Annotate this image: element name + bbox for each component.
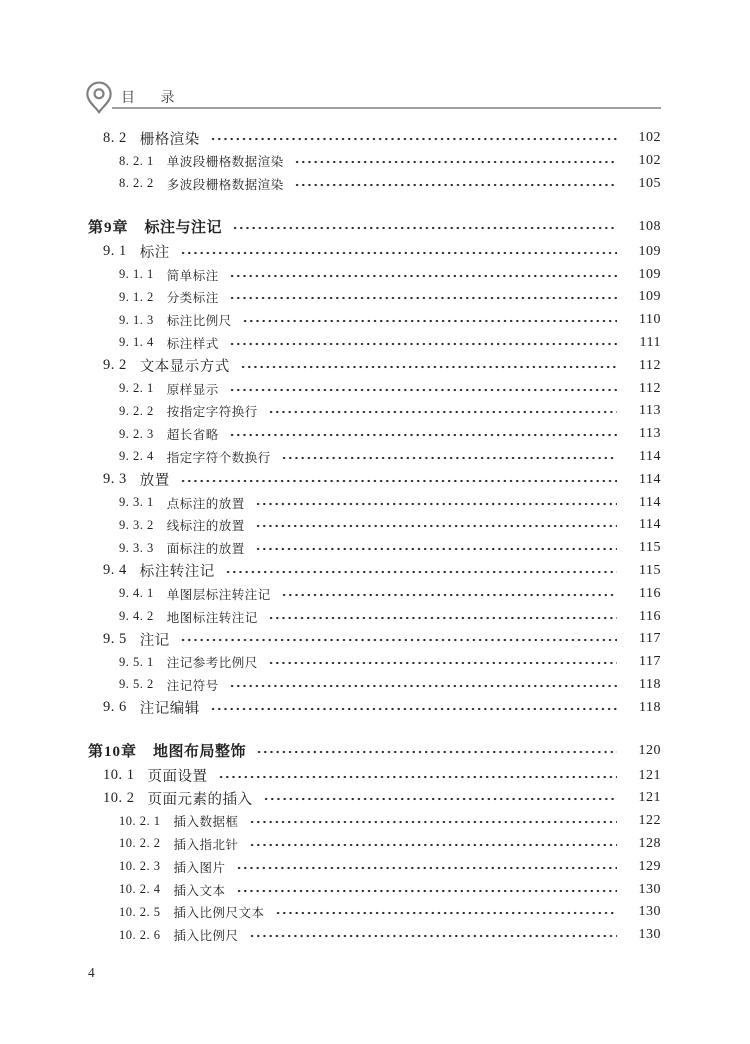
entry-number: 9. 4. 1: [119, 586, 154, 601]
entry-page-number: 130: [638, 927, 661, 943]
location-pin-icon: [84, 80, 114, 116]
toc-entry: [88, 423, 661, 446]
toc-entry: [88, 537, 661, 560]
entry-page-number: 116: [639, 608, 661, 624]
entry-title: 标注样式: [166, 336, 219, 351]
entry-number: 9. 2. 2: [119, 403, 154, 418]
dot-leader: [242, 309, 617, 332]
toc-entry: [88, 651, 661, 674]
entry-number: 8. 2: [103, 129, 127, 146]
entry-title: 标注与注记: [144, 220, 223, 237]
entry-title: 注记编辑: [139, 701, 200, 718]
toc-entry: [88, 605, 661, 628]
toc-entry: [88, 468, 661, 491]
dot-leader: [232, 213, 617, 240]
dot-leader: [268, 605, 617, 628]
toc-entry: [88, 309, 661, 332]
toc-entry: [88, 764, 661, 787]
toc-entry: [88, 377, 661, 400]
entry-number: 10. 2. 1: [119, 813, 161, 828]
entry-number: 第9章: [88, 220, 129, 237]
toc-entry: [88, 446, 661, 469]
entry-page-number: 117: [639, 654, 661, 670]
toc-entry: [88, 901, 661, 924]
dot-leader: [229, 263, 617, 286]
toc-entry: [88, 213, 661, 240]
entry-title: 放置: [139, 473, 170, 490]
entry-title: 分类标注: [166, 291, 219, 306]
entry-page-number: 115: [639, 540, 661, 556]
entry-page-number: 109: [638, 266, 661, 282]
toc-entry: [88, 674, 661, 697]
entry-number: 9. 2. 1: [119, 381, 154, 396]
toc-entry: [88, 787, 661, 810]
entry-page-number: 117: [639, 631, 661, 647]
entry-number: 9. 1. 3: [119, 312, 154, 327]
toc-list: [88, 127, 661, 947]
toc-entry: [88, 855, 661, 878]
entry-number: 第10章: [88, 744, 138, 761]
dot-leader: [268, 651, 617, 674]
entry-page-number: 105: [638, 175, 661, 191]
toc-entry: [88, 560, 661, 583]
entry-page-number: 121: [638, 790, 661, 806]
toc-entry: [88, 173, 661, 196]
dot-leader: [218, 764, 618, 787]
entry-number: 10. 1: [103, 767, 135, 784]
entry-title: 标注: [139, 245, 170, 262]
toc-entry: [88, 263, 661, 286]
entry-page-number: 109: [638, 289, 661, 305]
toc-entry: [88, 150, 661, 173]
entry-page-number: 114: [639, 471, 661, 487]
dot-leader: [240, 354, 617, 377]
entry-number: 9. 4: [103, 562, 127, 579]
dot-leader: [229, 674, 617, 697]
entry-page-number: 113: [639, 403, 661, 419]
entry-number: 9. 3: [103, 471, 127, 488]
dot-leader: [210, 127, 617, 150]
entry-number: 10. 2. 2: [119, 836, 161, 851]
dot-leader: [255, 514, 617, 537]
entry-number: 9. 5. 2: [119, 677, 154, 692]
dot-leader: [225, 560, 617, 583]
dot-leader: [281, 582, 617, 605]
entry-page-number: 112: [639, 357, 661, 373]
dot-leader: [281, 446, 617, 469]
dot-leader: [236, 855, 617, 878]
entry-page-number: 129: [638, 858, 661, 874]
dot-leader: [255, 491, 617, 514]
entry-page-number: 108: [638, 218, 661, 234]
entry-title: 注记: [139, 632, 170, 649]
dot-leader: [249, 810, 617, 833]
entry-number: 9. 3. 1: [119, 495, 154, 510]
entry-title: 单图层标注转注记: [166, 587, 271, 602]
entry-title: 线标注的放置: [166, 519, 245, 534]
entry-number: 9. 5: [103, 630, 127, 647]
toc-entry: [88, 240, 661, 263]
entry-page-number: 102: [638, 153, 661, 169]
dot-leader: [180, 628, 617, 651]
entry-page-number: 102: [638, 130, 661, 146]
dot-leader: [275, 901, 617, 924]
dot-leader: [236, 878, 617, 901]
entry-title: 页面元素的插入: [147, 791, 253, 808]
toc-entry: [88, 696, 661, 719]
dot-leader: [229, 423, 617, 446]
toc-entry: [88, 582, 661, 605]
entry-number: 9. 5. 1: [119, 654, 154, 669]
dot-leader: [294, 173, 617, 196]
entry-page-number: 114: [639, 448, 661, 464]
entry-title: 单波段栅格数据渲染: [166, 155, 284, 170]
entry-page-number: 113: [639, 426, 661, 442]
entry-page-number: 110: [639, 312, 661, 328]
toc-entry: [88, 833, 661, 856]
entry-number: 9. 2: [103, 357, 127, 374]
entry-page-number: 128: [638, 835, 661, 851]
entry-title: 点标注的放置: [166, 496, 245, 511]
toc-entry: [88, 810, 661, 833]
entry-title: 标注转注记: [139, 564, 215, 581]
entry-page-number: 121: [638, 767, 661, 783]
toc-entry: [88, 628, 661, 651]
entry-title: 栅格渲染: [139, 131, 200, 148]
entry-page-number: 122: [638, 813, 661, 829]
footer-page-number: 4: [88, 965, 95, 980]
toc-entry: [88, 737, 661, 764]
entry-page-number: 118: [639, 676, 661, 692]
entry-title: 注记参考比例尺: [166, 656, 258, 671]
entry-number: 10. 2. 4: [119, 882, 161, 896]
entry-title: 插入比例尺: [173, 929, 239, 944]
entry-number: 10. 2. 5: [119, 904, 161, 919]
entry-number: 10. 2. 3: [119, 859, 161, 874]
entry-title: 插入数据框: [173, 815, 239, 830]
entry-title: 按指定字符换行: [166, 405, 258, 420]
entry-number: 9. 1. 4: [119, 335, 154, 350]
entry-number: 9. 1: [103, 243, 127, 260]
toc-entry: [88, 127, 661, 150]
entry-page-number: 114: [639, 517, 661, 533]
entry-page-number: 130: [638, 904, 661, 920]
dot-leader: [229, 377, 617, 400]
entry-title: 原样显示: [166, 382, 219, 397]
entry-title: 超长省略: [166, 428, 219, 443]
entry-number: 9. 4. 2: [119, 609, 154, 624]
entry-page-number: 115: [639, 562, 661, 578]
entry-number: 10. 2. 6: [119, 927, 161, 942]
entry-title: 文本显示方式: [139, 359, 230, 376]
entry-number: 9. 3. 2: [119, 517, 154, 532]
entry-page-number: 111: [639, 334, 661, 350]
toc-entry: [88, 400, 661, 423]
dot-leader: [249, 924, 617, 947]
entry-title: 插入图片: [173, 860, 226, 875]
entry-page-number: 112: [639, 380, 661, 396]
entry-title: 指定字符个数换行: [166, 450, 271, 465]
dot-leader: [249, 833, 617, 856]
entry-title: 页面设置: [147, 769, 208, 786]
toc-entry: [88, 491, 661, 514]
entry-title: 插入比例尺文本: [173, 906, 265, 921]
entry-title: 简单标注: [166, 268, 219, 283]
entry-number: 9. 1. 1: [119, 267, 154, 282]
entry-number: 9. 6: [103, 699, 127, 716]
dot-leader: [180, 468, 617, 491]
entry-title: 多波段栅格数据渲染: [166, 177, 284, 192]
entry-title: 插入文本: [173, 883, 226, 898]
entry-page-number: 109: [638, 243, 661, 259]
dot-leader: [210, 696, 617, 719]
dot-leader: [229, 286, 617, 309]
dot-leader: [294, 150, 617, 173]
dot-leader: [256, 737, 617, 764]
entry-number: 8. 2. 2: [119, 176, 154, 191]
entry-page-number: 114: [639, 494, 661, 510]
dot-leader: [255, 537, 617, 560]
entry-title: 插入指北针: [173, 837, 239, 852]
dot-leader: [180, 240, 617, 263]
toc-entry: [88, 332, 661, 355]
dot-leader: [229, 332, 617, 355]
toc-entry: [88, 286, 661, 309]
entry-number: 9. 2. 4: [119, 449, 154, 464]
entry-title: 面标注的放置: [166, 542, 245, 557]
entry-title: 地图标注转注记: [166, 610, 258, 625]
entry-number: 10. 2: [103, 789, 135, 806]
entry-number: 8. 2. 1: [119, 153, 154, 168]
entry-title: 注记符号: [166, 678, 219, 693]
dot-leader: [263, 787, 618, 810]
entry-page-number: 116: [639, 585, 661, 601]
toc-entry: [88, 354, 661, 377]
toc-entry: [88, 924, 661, 947]
entry-number: 9. 1. 2: [119, 289, 154, 304]
toc-entry: [88, 878, 661, 901]
toc-entry: [88, 514, 661, 537]
entry-title: 地图布局整饰: [153, 744, 247, 761]
entry-page-number: 130: [638, 881, 661, 897]
header-divider: [112, 107, 661, 109]
dot-leader: [268, 400, 617, 423]
entry-title: 标注比例尺: [166, 314, 232, 329]
page-title: 目 录: [121, 91, 177, 106]
entry-number: 9. 2. 3: [119, 426, 154, 441]
entry-page-number: 120: [638, 742, 661, 758]
entry-number: 9. 3. 3: [119, 540, 154, 555]
entry-page-number: 118: [639, 699, 661, 715]
